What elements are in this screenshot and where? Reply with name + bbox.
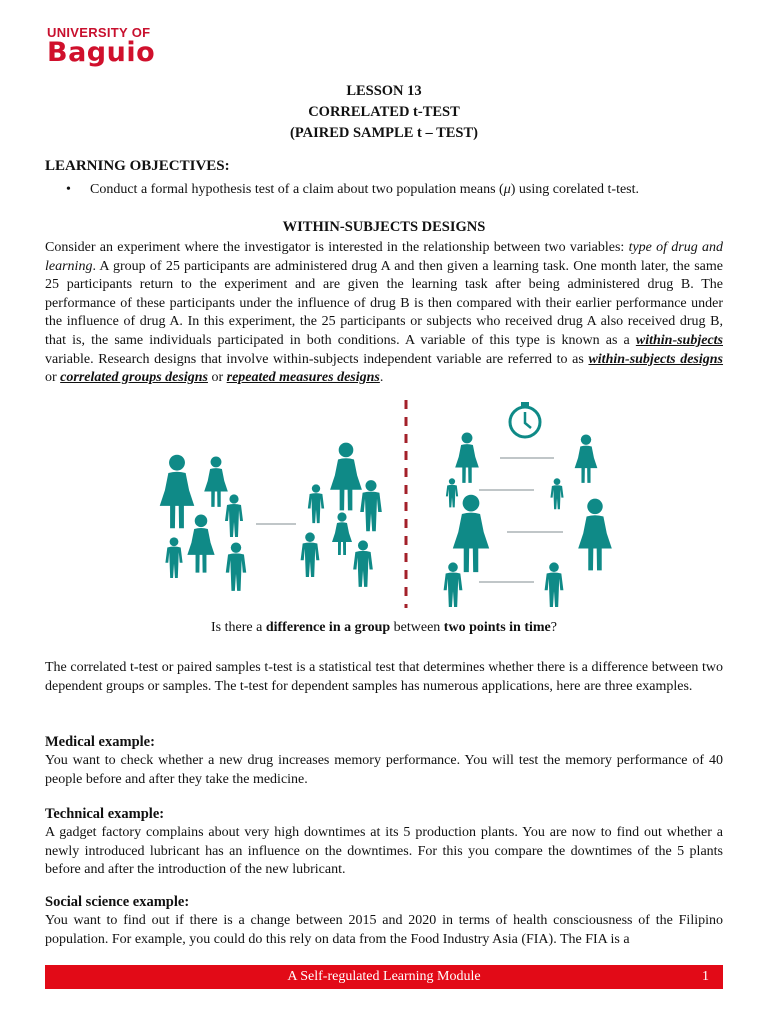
group-left [160, 455, 246, 591]
person-icon [330, 443, 362, 511]
footer-text: A Self-regulated Learning Module [287, 969, 481, 984]
term-within-subjects-designs: within-subjects designs [588, 351, 724, 367]
social-example-heading: Social science example: [45, 894, 190, 910]
person-icon [578, 499, 612, 571]
objectives-heading: LEARNING OBJECTIVES: [45, 158, 230, 174]
technical-example-text: A gadget factory complains about very high downtimes at its 5 production plants. You are now to find out whether a newly introduced lubricant has an influence on the downtimes. For this you compare the downtimes of the 5 plants before and after the introduction of the new lubricant. [45, 825, 723, 878]
person-icon [446, 478, 458, 507]
person-icon [165, 537, 182, 578]
section-heading: WITHIN-SUBJECTS DESIGNS [282, 219, 486, 235]
logo-top-text: UNIVERSITY OF [47, 25, 151, 40]
term-repeated-measures-designs: repeated measures designs [226, 370, 380, 386]
title-line-1: LESSON 13 [346, 83, 422, 99]
page-number: 1 [702, 969, 709, 984]
person-icon [444, 562, 463, 607]
person-icon [226, 542, 246, 590]
person-icon [455, 432, 479, 482]
italic-variables: type of drug and learning [45, 240, 723, 274]
person-icon [204, 456, 228, 506]
mu-symbol: μ [503, 182, 511, 197]
logo-main-text: Baguio [47, 37, 156, 68]
term-within-subjects: within-subjects [635, 332, 723, 348]
person-icon [550, 478, 563, 509]
person-icon [187, 515, 214, 573]
clock-icon [510, 402, 540, 437]
lesson-title [0, 81, 768, 144]
objective-text: Conduct a formal hypothesis test of a claim about two population means (μ) using corelated t-test. [90, 182, 640, 197]
pair-lines [479, 458, 563, 582]
medical-example-heading: Medical example: [45, 734, 155, 750]
footer-bar [45, 965, 723, 989]
group-right-left-side [301, 443, 382, 587]
within-subjects-paragraph: Consider an experiment where the investigator is interested in the relationship between two variables: type of drug and learning. A group of 25 participants are administered drug A and then given a learning task. One month later, the same 25 participants return to the experiment and are given the learning task after being administered drug B. The performance of these participants under the influence of drug B is then compared with their earlier performance under the influence of drug A. In this experiment, the 25 participants or subjects who received drug A also received drug B, that is, the same individuals participated in both conditions. A variable of this type is known as a within-subjects variable. Research designs that involve within-subjects independent variable are referred to as within-subjects designs or correlated groups designs or repeated measures designs. [45, 240, 724, 386]
within-subjects-illustration [150, 398, 620, 610]
title-line-2: CORRELATED t-TEST [308, 104, 460, 120]
person-icon [308, 484, 324, 523]
title-line-3: (PAIRED SAMPLE t – TEST) [290, 125, 478, 141]
person-icon [332, 512, 352, 555]
term-correlated-groups-designs: correlated groups designs [60, 370, 208, 386]
university-logo [47, 26, 155, 66]
social-example-text: You want to find out if there is a change between 2015 and 2020 in terms of health consciousness of the Filipino population. For example, you could do this rely on data from the Food Industry Asia (FIA). The FIA is a [45, 913, 723, 947]
paired-group [444, 432, 612, 606]
person-icon [453, 495, 489, 572]
person-icon [353, 540, 373, 586]
person-icon [545, 562, 564, 607]
figure-caption: Is there a difference in a group between two points in time? [211, 620, 557, 635]
person-icon [360, 480, 382, 531]
person-icon [160, 455, 195, 529]
correlated-ttest-paragraph: The correlated t-test or paired samples t-test is a statistical test that determines whether there is a difference between two dependent groups or samples. The t-test for dependent samples has numerous applications, here are three examples. [45, 660, 723, 694]
person-icon [301, 532, 320, 577]
person-icon [575, 434, 598, 482]
person-icon [225, 494, 243, 537]
bullet-icon: • [66, 182, 71, 197]
medical-example-text: You want to check whether a new drug increases memory performance. You will test the memory performance of 40 people before and after they take the medicine. [45, 753, 723, 787]
technical-example-heading: Technical example: [45, 806, 165, 822]
